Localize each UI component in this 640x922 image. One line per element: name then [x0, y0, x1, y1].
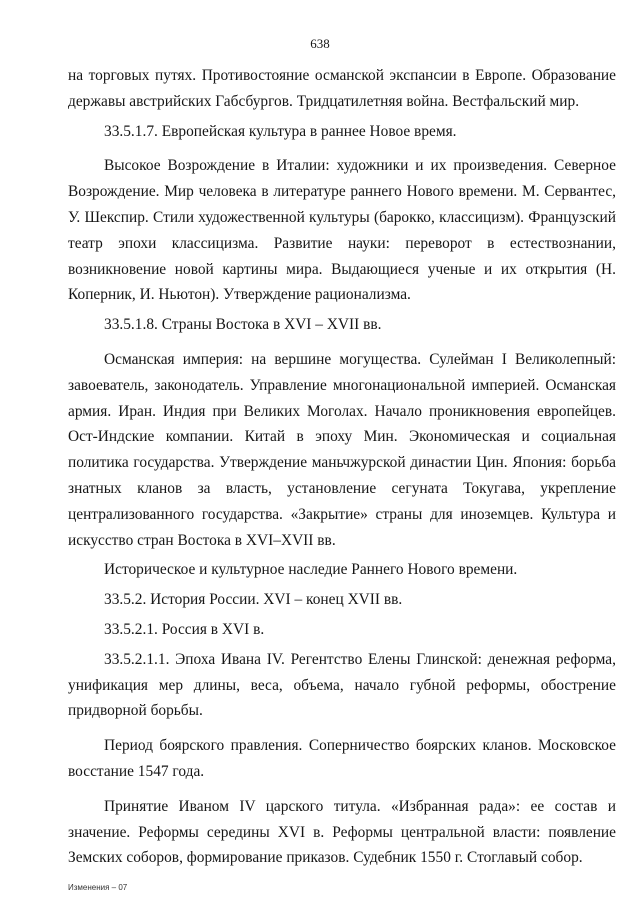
paragraph-tsar-title: Принятие Иваном IV царского титула. «Избранная рада»: ее состав и значение. Реформы середины XVI в. Реформы центральной власти: появление Земских соборов, формирование приказов. Судебник 1550 г. Стоглавый собор. — [68, 797, 616, 867]
section-heading-33-5-1-7: 33.5.1.7. Европейская культура в раннее Новое время. — [104, 122, 457, 140]
document-body — [68, 63, 616, 871]
footer-revision: Изменения – 07 — [68, 883, 128, 892]
paragraph-boyar-rule: Период боярского правления. Соперничество боярских кланов. Московское восстание 1547 года. — [68, 737, 616, 780]
section-heading-33-5-1-8: 33.5.1.8. Страны Востока в XVI – XVII вв. — [104, 316, 382, 334]
paragraph-heritage: Историческое и культурное наследие Раннего Нового времени. — [104, 561, 518, 579]
paragraph-continuation: на торговых путях. Противостояние османской экспансии в Европе. Образование державы австрийских Габсбургов. Тридцатилетняя война. Вестфальский мир. — [68, 67, 616, 110]
paragraph-ivan-iv: 33.5.2.1.1. Эпоха Ивана IV. Регентство Елены Глинской: денежная реформа, унификация мер длины, веса, объема, начало губной реформы, обострение придворной борьбы. — [68, 650, 616, 720]
section-heading-33-5-2: 33.5.2. История России. XVI – конец XVII вв. — [104, 591, 403, 609]
paragraph-renaissance: Высокое Возрождение в Италии: художники и их произведения. Северное Возрождение. Мир человека в литературе раннего Нового времени. М. Сервантес, У. Шекспир. Стили художественной культуры (барокко, классицизм). Французский театр эпохи классицизма. Развитие науки: переворот в естествознании, возникновение новой картины мира. Выдающиеся ученые и их открытия (Н. Коперник, И. Ньютон). Утверждение рационализма. — [68, 157, 616, 304]
page-number: 638 — [310, 36, 330, 51]
paragraph-ottoman-empire: Османская империя: на вершине могущества. Сулейман I Великолепный: завоеватель, законодатель. Управление многонациональной империей. Османская армия. Иран. Индия при Великих Моголах. Начало проникновения европейцев. Ост-Индские компании. Китай в эпоху Мин. Экономическая и социальная политика государства. Утверждение маньчжурской династии Цин. Япония: борьба знатных кланов за власть, установление сегуната Токугава, укрепление централизованного государства. «Закрытие» страны для иноземцев. Культура и искусство стран Востока в XVI–XVII вв. — [68, 350, 616, 549]
section-heading-33-5-2-1: 33.5.2.1. Россия в XVI в. — [104, 620, 265, 638]
